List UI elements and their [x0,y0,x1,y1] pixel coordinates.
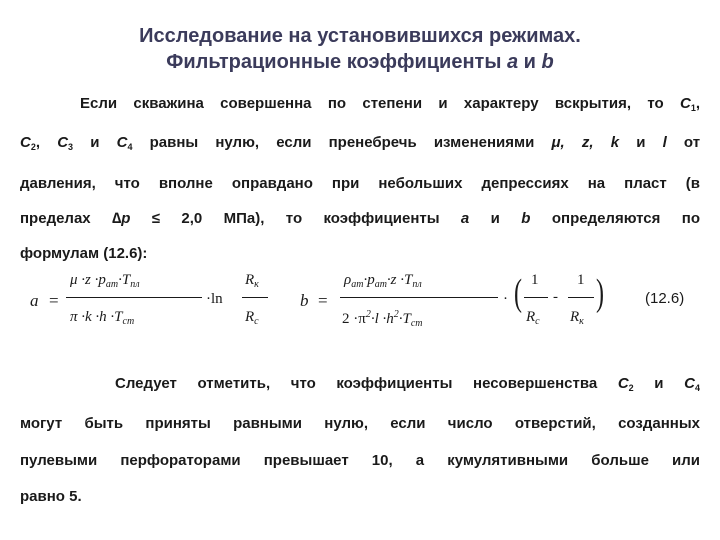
coef-c4-sub: 4 [694,383,700,393]
formula-number: (12.6) [645,290,685,307]
coef-c4-sub: 4 [127,142,133,152]
formula-b-rk: $R_к$ [570,309,584,327]
coef-c3-sub: 3 [68,142,74,152]
var-z: z, [581,134,594,151]
slide-title-line2 [0,50,720,74]
var-l: l [662,134,667,151]
para1-line2 [20,134,700,151]
and-word: и [654,375,664,392]
formula-b-inner-bar2 [568,297,594,298]
title-var-a: a [506,51,519,73]
formula-a-numerator: $\mu \cdot z \cdot p_{ат}\cdot T_{пл}$ [70,272,140,290]
word-predelah: пределах [20,210,91,227]
le-sign: ≤ [151,210,161,227]
para2-line2 [20,415,700,432]
coef-c2: C [20,134,31,151]
formula-b-inner-bar1 [524,297,548,298]
coef-c4: C [684,375,695,392]
and-word: и [490,210,500,227]
formula-b-minus: - [553,289,558,305]
title-text-1: Исследование на установившихся режимах. [139,25,581,47]
formula-a-ln: ·ln [206,291,223,307]
para2-line2-text: могут быть приняты равными нулю, если число отверстий, созданных [20,415,700,432]
var-delta-p: ∆p [112,210,131,227]
formula-b-left-paren: ( [514,273,522,315]
para1-line1-text: Если скважина совершенна по степени и характеру вскрытия, то [80,95,680,112]
var-a: a [460,210,470,227]
coef-c4: C [116,134,128,151]
formula-a-ln-bar [242,297,268,298]
formula-a-denominator: $\pi \cdot k \cdot h \cdot T_{ст}$ [70,309,135,327]
para1-line4-end: определяются по [551,210,701,227]
coef-c2-sub: 2 [628,383,634,393]
coef-c1: C [679,95,691,112]
formula-b-one1: 1 [531,272,539,288]
coef-c2-sub: 2 [30,142,36,152]
para2-line3 [20,452,700,469]
title-var-b: b [541,51,554,73]
formula-b-equals: = [318,291,328,310]
var-b: b [521,210,531,227]
para1-line4-text: 2,0 МПа), то коэффициенты [181,210,440,227]
formula-b-one2: 1 [577,272,585,288]
coef-c1-sub: 1 [690,103,696,113]
para1-line3-text: давления, что вполне оправдано при небольших депрессиях на пласт (в [20,175,700,192]
para1-line3 [20,175,700,192]
para2-line3-text: пулевыми перфораторами превышает 10, а кумулятивными больше или [20,452,700,469]
para1-line1 [80,95,700,112]
formula-a-fraction-bar [66,297,202,298]
comma: , [35,134,41,151]
formula-a-var: a [30,291,39,310]
coef-c3: C [57,134,69,151]
formula-a-equals: = [49,291,59,310]
formula-b-var: b [300,291,309,310]
var-mu: μ, [551,134,565,151]
para1-line4 [20,210,700,227]
para2-line1 [115,375,700,392]
formula-a-rc: $R_с$ [245,309,259,327]
para1-comma: , [695,95,700,112]
slide-title-line1 [0,24,720,48]
word-ot: от [683,134,701,151]
para1-line5 [20,245,700,262]
and-word: и [90,134,100,151]
formula-b-denominator: $2 \cdot\pi^2\cdot l \cdot h^2\cdot T_{ст}$ [342,309,423,329]
formula-b-dot: · [503,291,508,307]
formula-b-right-paren: ) [596,273,604,315]
para2-line4 [20,488,700,505]
para1-line5-text: формулам (12.6): [20,245,148,262]
title-and: и [518,51,542,73]
formula-a-rk: $R_к$ [245,272,259,290]
title-text-2: Фильтрационные коэффициенты [166,51,507,73]
para1-line2-text: равны нулю, если пренебречь изменениями [149,134,535,151]
formula-b-numerator: $\rho_{ат}\cdot p_{ат}\cdot z \cdot T_{пл}$ [344,272,422,290]
formula-b-fraction-bar [340,297,498,298]
formula-b-rc: $R_с$ [526,309,540,327]
para2-line1-text: Следует отметить, что коэффициенты несовершенства [115,375,598,392]
para2-line4-text: равно 5. [20,488,82,505]
var-k: k [610,134,620,151]
and-word: и [636,134,646,151]
coef-c2: C [617,375,629,392]
